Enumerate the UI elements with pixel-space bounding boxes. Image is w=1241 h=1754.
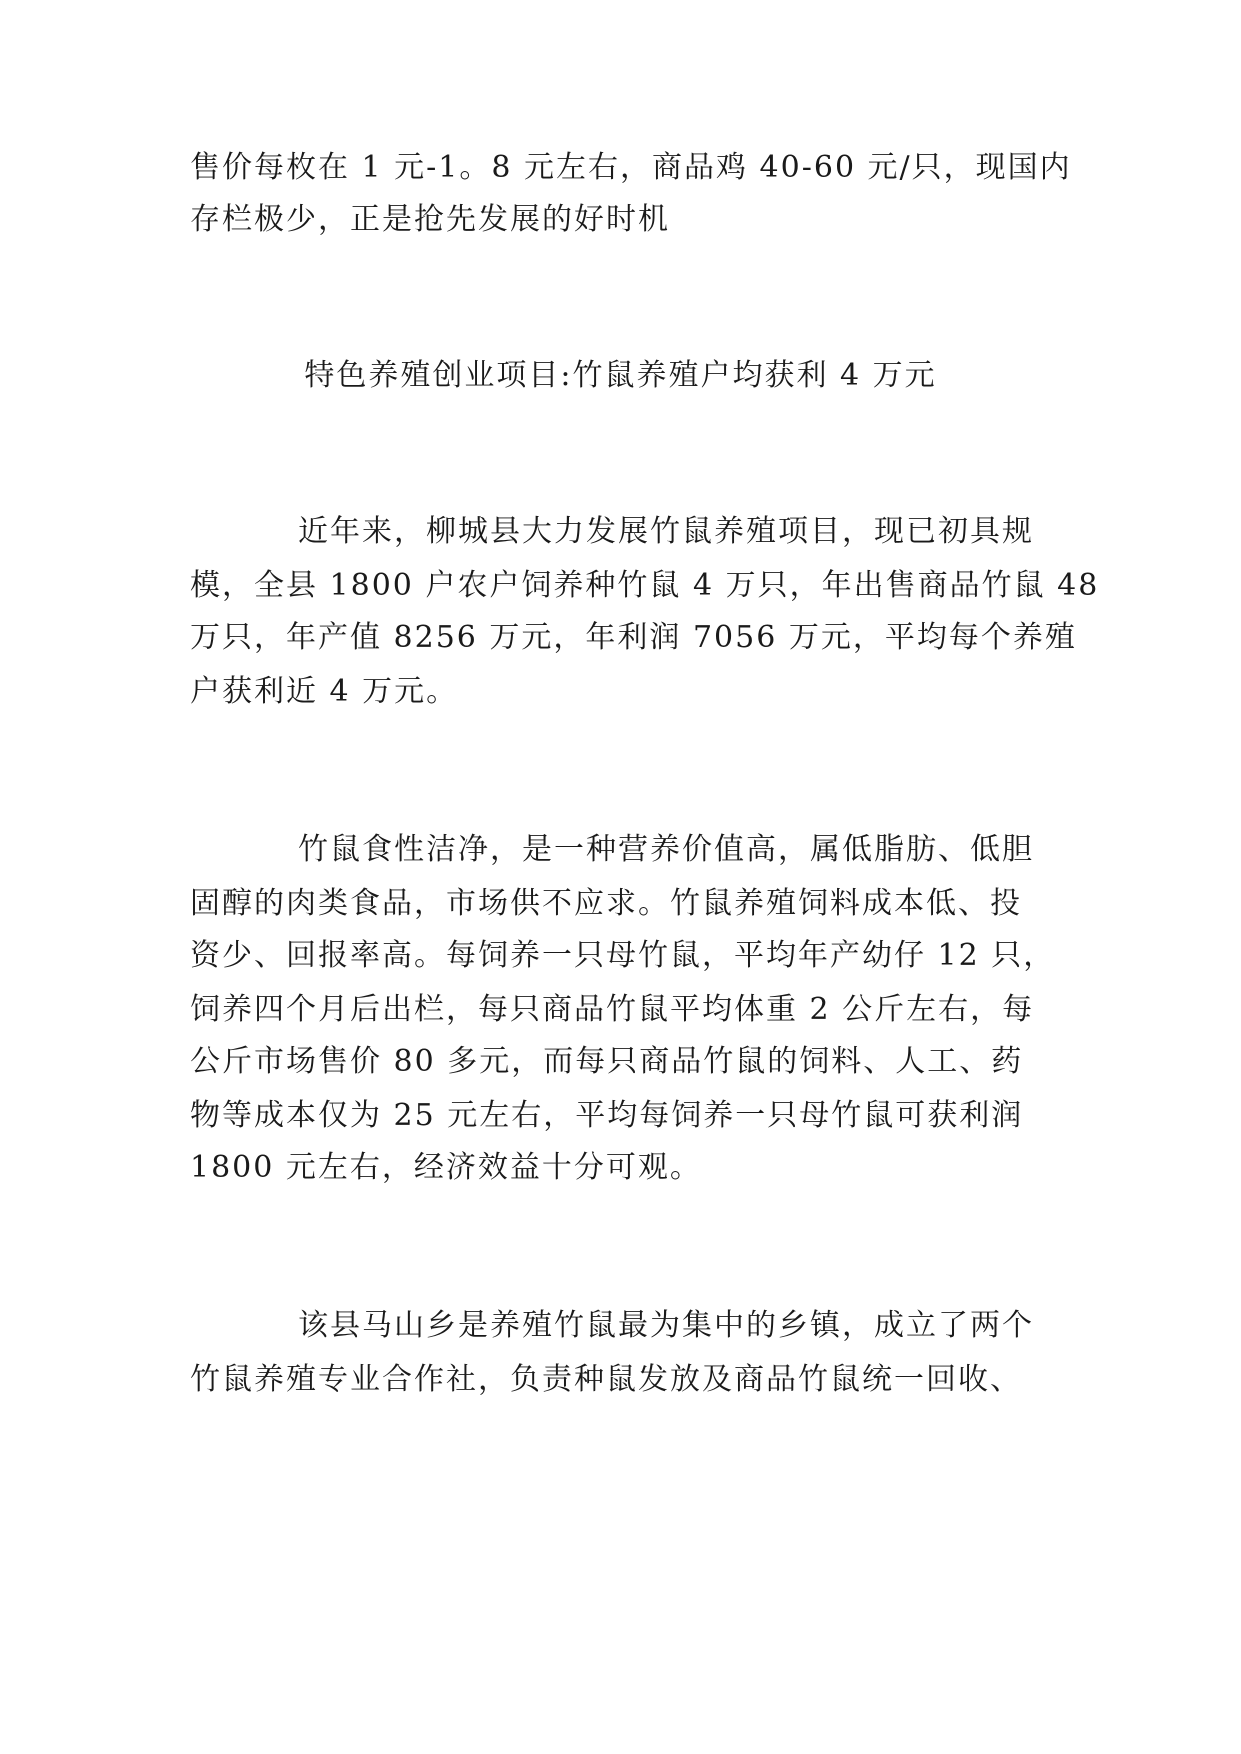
paragraph-line: 物等成本仅为 25 元左右，平均每饲养一只母竹鼠可获利润 — [190, 1098, 1024, 1133]
paragraph-line: 资少、回报率高。每饲养一只母竹鼠，平均年产幼仔 12 只， — [190, 938, 1056, 973]
paragraph-line: 竹鼠食性洁净，是一种营养价值高，属低脂肪、低胆 — [298, 832, 1034, 867]
paragraph-line: 固醇的肉类食品，市场供不应求。竹鼠养殖饲料成本低、投 — [190, 886, 1022, 921]
section-heading: 特色养殖创业项目:竹鼠养殖户均获利 4 万元 — [304, 358, 937, 393]
paragraph-line: 该县马山乡是养殖竹鼠最为集中的乡镇，成立了两个 — [298, 1308, 1034, 1343]
paragraph-line: 万只，年产值 8256 万元，年利润 7056 万元，平均每个养殖 — [190, 620, 1077, 655]
paragraph-line: 饲养四个月后出栏，每只商品竹鼠平均体重 2 公斤左右，每 — [190, 992, 1035, 1027]
paragraph-line: 户获利近 4 万元。 — [190, 674, 459, 709]
paragraph-line: 存栏极少，正是抢先发展的好时机 — [190, 202, 670, 237]
paragraph-line: 模，全县 1800 户农户饲养种竹鼠 4 万只，年出售商品竹鼠 48 — [190, 568, 1100, 603]
paragraph-line: 售价每枚在 1 元-1。8 元左右，商品鸡 40-60 元/只，现国内 — [190, 150, 1072, 185]
paragraph-line: 公斤市场售价 80 多元，而每只商品竹鼠的饲料、人工、药 — [190, 1044, 1024, 1079]
paragraph-line: 近年来，柳城县大力发展竹鼠养殖项目，现已初具规 — [298, 514, 1034, 549]
paragraph-line: 1800 元左右，经济效益十分可观。 — [190, 1150, 702, 1185]
paragraph-line: 竹鼠养殖专业合作社，负责种鼠发放及商品竹鼠统一回收、 — [190, 1362, 1022, 1397]
